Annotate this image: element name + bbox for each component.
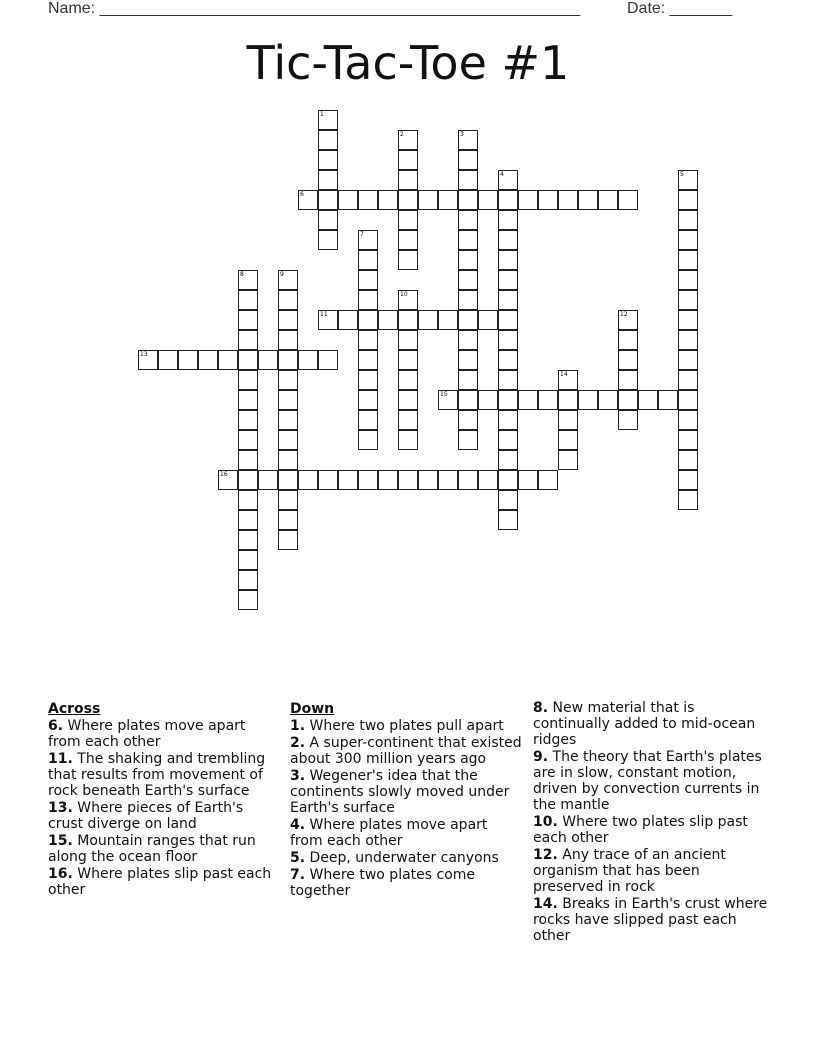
grid-cell[interactable] bbox=[458, 210, 478, 230]
grid-cell[interactable] bbox=[498, 190, 518, 210]
grid-cell[interactable] bbox=[578, 190, 598, 210]
grid-cell[interactable] bbox=[538, 390, 558, 410]
down-heading: Down bbox=[290, 701, 335, 717]
grid-cell[interactable] bbox=[238, 350, 258, 370]
clue-number: 16 bbox=[220, 471, 228, 478]
grid-cell[interactable] bbox=[278, 290, 298, 310]
clue-number: 4 bbox=[500, 171, 504, 178]
grid-cell[interactable] bbox=[358, 230, 378, 250]
grid-cell[interactable] bbox=[258, 470, 278, 490]
clue-text: The theory that Earth's plates are in slow, constant motion, driven by convection currents in the mantle bbox=[533, 749, 762, 813]
clue-item bbox=[48, 718, 276, 750]
grid-cell[interactable] bbox=[458, 370, 478, 390]
grid-cell[interactable] bbox=[498, 170, 518, 190]
clue-text: Where pieces of Earth's crust diverge on land bbox=[48, 800, 244, 832]
page-title: Tic-Tac-Toe #1 bbox=[246, 36, 570, 90]
grid-cell[interactable] bbox=[498, 430, 518, 450]
grid-cell[interactable] bbox=[498, 510, 518, 530]
clue-text: A super-continent that existed about 300 million years ago bbox=[290, 735, 522, 767]
grid-cell[interactable] bbox=[458, 150, 478, 170]
clue-text: Where plates move apart from each other bbox=[290, 817, 488, 849]
clue-number: 1. bbox=[290, 718, 306, 734]
grid-cell[interactable] bbox=[678, 490, 698, 510]
grid-cell[interactable] bbox=[618, 370, 638, 390]
grid-cell[interactable] bbox=[478, 310, 498, 330]
grid-cell[interactable] bbox=[318, 470, 338, 490]
grid-cell[interactable] bbox=[478, 190, 498, 210]
grid-cell[interactable] bbox=[498, 210, 518, 230]
grid-cell[interactable] bbox=[498, 370, 518, 390]
grid-cell[interactable] bbox=[458, 190, 478, 210]
grid-cell[interactable] bbox=[398, 250, 418, 270]
grid-cell[interactable] bbox=[518, 470, 538, 490]
grid-cell[interactable] bbox=[438, 310, 458, 330]
grid-cell[interactable] bbox=[278, 450, 298, 470]
grid-cell[interactable] bbox=[558, 390, 578, 410]
clue-text: New material that is continually added to mid-ocean ridges bbox=[533, 700, 756, 748]
clue-number: 8. bbox=[533, 700, 549, 716]
grid-cell[interactable] bbox=[298, 190, 318, 210]
grid-cell[interactable] bbox=[318, 170, 338, 190]
grid-cell[interactable] bbox=[278, 410, 298, 430]
grid-cell[interactable] bbox=[278, 350, 298, 370]
clue-number: 7. bbox=[290, 867, 306, 883]
grid-cell[interactable] bbox=[278, 470, 298, 490]
grid-cell[interactable] bbox=[678, 450, 698, 470]
clue-item bbox=[290, 718, 522, 734]
grid-cell[interactable] bbox=[458, 130, 478, 150]
clue-item bbox=[48, 800, 276, 832]
date-field-label: Date: _______ bbox=[627, 0, 732, 17]
grid-cell[interactable] bbox=[278, 490, 298, 510]
grid-cell[interactable] bbox=[278, 430, 298, 450]
clues-column-2 bbox=[290, 700, 522, 900]
grid-cell[interactable] bbox=[378, 310, 398, 330]
grid-cell[interactable] bbox=[638, 390, 658, 410]
grid-cell[interactable] bbox=[398, 370, 418, 390]
grid-cell[interactable] bbox=[398, 130, 418, 150]
grid-cell[interactable] bbox=[598, 190, 618, 210]
grid-cell[interactable] bbox=[318, 110, 338, 130]
grid-cell[interactable] bbox=[318, 150, 338, 170]
clue-number: 6. bbox=[48, 718, 64, 734]
grid-cell[interactable] bbox=[618, 190, 638, 210]
grid-cell[interactable] bbox=[358, 270, 378, 290]
clue-number: 15 bbox=[440, 391, 448, 398]
grid-cell[interactable] bbox=[458, 350, 478, 370]
grid-cell[interactable] bbox=[238, 590, 258, 610]
grid-cell[interactable] bbox=[678, 430, 698, 450]
grid-cell[interactable] bbox=[358, 330, 378, 350]
clue-number: 16. bbox=[48, 866, 73, 882]
grid-cell[interactable] bbox=[398, 150, 418, 170]
grid-cell[interactable] bbox=[398, 410, 418, 430]
grid-cell[interactable] bbox=[678, 230, 698, 250]
grid-cell[interactable] bbox=[318, 310, 338, 330]
grid-cell[interactable] bbox=[678, 190, 698, 210]
grid-cell[interactable] bbox=[398, 210, 418, 230]
grid-cell[interactable] bbox=[238, 490, 258, 510]
grid-cell[interactable] bbox=[398, 390, 418, 410]
clue-text: Deep, underwater canyons bbox=[305, 850, 499, 866]
grid-cell[interactable] bbox=[358, 310, 378, 330]
grid-cell[interactable] bbox=[278, 330, 298, 350]
grid-cell[interactable] bbox=[678, 390, 698, 410]
clue-number: 3 bbox=[460, 131, 464, 138]
grid-cell[interactable] bbox=[318, 350, 338, 370]
grid-cell[interactable] bbox=[358, 290, 378, 310]
grid-cell[interactable] bbox=[218, 470, 238, 490]
clue-text: Wegener's idea that the continents slowly moved under Earth's surface bbox=[290, 768, 510, 816]
grid-cell[interactable] bbox=[498, 490, 518, 510]
clue-text: Where plates slip past each other bbox=[48, 866, 272, 898]
grid-cell[interactable] bbox=[458, 330, 478, 350]
grid-cell[interactable] bbox=[398, 310, 418, 330]
clue-number: 3. bbox=[290, 768, 306, 784]
clue-number: 14. bbox=[533, 896, 558, 912]
grid-cell[interactable] bbox=[678, 370, 698, 390]
grid-cell[interactable] bbox=[398, 190, 418, 210]
clue-number: 2. bbox=[290, 735, 306, 751]
clue-item bbox=[290, 867, 522, 899]
grid-cell[interactable] bbox=[558, 370, 578, 390]
clue-item bbox=[290, 735, 522, 767]
clue-item bbox=[533, 749, 773, 813]
grid-cell[interactable] bbox=[498, 470, 518, 490]
grid-cell[interactable] bbox=[438, 390, 458, 410]
grid-cell[interactable] bbox=[618, 330, 638, 350]
clue-number: 9 bbox=[280, 271, 284, 278]
clue-item bbox=[48, 833, 276, 865]
grid-cell[interactable] bbox=[378, 190, 398, 210]
grid-cell[interactable] bbox=[238, 570, 258, 590]
grid-cell[interactable] bbox=[378, 470, 398, 490]
grid-cell[interactable] bbox=[238, 470, 258, 490]
grid-cell[interactable] bbox=[238, 390, 258, 410]
grid-cell[interactable] bbox=[158, 350, 178, 370]
grid-cell[interactable] bbox=[218, 350, 238, 370]
clue-number: 2 bbox=[400, 131, 404, 138]
grid-cell[interactable] bbox=[358, 370, 378, 390]
grid-cell[interactable] bbox=[298, 470, 318, 490]
clue-number: 15. bbox=[48, 833, 73, 849]
clue-item bbox=[48, 751, 276, 799]
grid-cell[interactable] bbox=[678, 410, 698, 430]
grid-cell[interactable] bbox=[278, 310, 298, 330]
grid-cell[interactable] bbox=[258, 350, 278, 370]
grid-cell[interactable] bbox=[238, 370, 258, 390]
grid-cell[interactable] bbox=[238, 290, 258, 310]
grid-cell[interactable] bbox=[618, 410, 638, 430]
grid-cell[interactable] bbox=[418, 310, 438, 330]
grid-cell[interactable] bbox=[678, 330, 698, 350]
grid-cell[interactable] bbox=[318, 190, 338, 210]
grid-cell[interactable] bbox=[398, 170, 418, 190]
grid-cell[interactable] bbox=[238, 410, 258, 430]
grid-cell[interactable] bbox=[618, 310, 638, 330]
grid-cell[interactable] bbox=[678, 210, 698, 230]
grid-cell[interactable] bbox=[138, 350, 158, 370]
grid-cell[interactable] bbox=[458, 410, 478, 430]
grid-cell[interactable] bbox=[498, 290, 518, 310]
clue-number: 10. bbox=[533, 814, 558, 830]
name-field-label: Name: ______________________________________________________ bbox=[48, 0, 581, 17]
clue-number: 5 bbox=[680, 171, 684, 178]
grid-cell[interactable] bbox=[478, 390, 498, 410]
grid-cell[interactable] bbox=[418, 470, 438, 490]
clue-number: 10 bbox=[400, 291, 408, 298]
grid-cell[interactable] bbox=[338, 310, 358, 330]
grid-cell[interactable] bbox=[458, 470, 478, 490]
grid-cell[interactable] bbox=[238, 330, 258, 350]
grid-cell[interactable] bbox=[678, 270, 698, 290]
grid-cell[interactable] bbox=[658, 390, 678, 410]
clue-number: 1 bbox=[320, 111, 324, 118]
grid-cell[interactable] bbox=[458, 290, 478, 310]
across-heading: Across bbox=[48, 701, 101, 717]
clue-text: Where two plates come together bbox=[290, 867, 476, 899]
grid-cell[interactable] bbox=[278, 370, 298, 390]
grid-cell[interactable] bbox=[278, 510, 298, 530]
clue-number: 14 bbox=[560, 371, 568, 378]
grid-cell[interactable] bbox=[518, 390, 538, 410]
clue-number: 12 bbox=[620, 311, 628, 318]
grid-cell[interactable] bbox=[498, 390, 518, 410]
grid-cell[interactable] bbox=[538, 190, 558, 210]
grid-cell[interactable] bbox=[498, 310, 518, 330]
clue-number: 6 bbox=[300, 191, 304, 198]
grid-cell[interactable] bbox=[678, 250, 698, 270]
grid-cell[interactable] bbox=[318, 130, 338, 150]
grid-cell[interactable] bbox=[418, 190, 438, 210]
grid-cell[interactable] bbox=[558, 190, 578, 210]
grid-cell[interactable] bbox=[498, 450, 518, 470]
grid-cell[interactable] bbox=[578, 390, 598, 410]
clue-item bbox=[533, 700, 773, 748]
grid-cell[interactable] bbox=[518, 190, 538, 210]
grid-cell[interactable] bbox=[358, 190, 378, 210]
clue-number: 13. bbox=[48, 800, 73, 816]
clue-text: The shaking and trembling that results from movement of rock beneath Earth's surface bbox=[48, 751, 266, 799]
grid-cell[interactable] bbox=[618, 350, 638, 370]
grid-cell[interactable] bbox=[398, 330, 418, 350]
clue-text: Where plates move apart from each other bbox=[48, 718, 246, 750]
grid-cell[interactable] bbox=[558, 410, 578, 430]
clue-item bbox=[533, 847, 773, 895]
clue-item bbox=[290, 768, 522, 816]
grid-cell[interactable] bbox=[358, 390, 378, 410]
clues-column-3 bbox=[533, 700, 773, 945]
grid-cell[interactable] bbox=[678, 310, 698, 330]
grid-cell[interactable] bbox=[298, 350, 318, 370]
grid-cell[interactable] bbox=[498, 410, 518, 430]
grid-cell[interactable] bbox=[358, 350, 378, 370]
clue-number: 13 bbox=[140, 351, 148, 358]
clue-number: 8 bbox=[240, 271, 244, 278]
clue-number: 11. bbox=[48, 751, 73, 767]
clue-text: Breaks in Earth's crust where rocks have slipped past each other bbox=[533, 896, 768, 944]
grid-cell[interactable] bbox=[498, 330, 518, 350]
grid-cell[interactable] bbox=[358, 470, 378, 490]
clue-number: 9. bbox=[533, 749, 549, 765]
grid-cell[interactable] bbox=[278, 270, 298, 290]
clue-item bbox=[290, 817, 522, 849]
clue-number: 4. bbox=[290, 817, 306, 833]
grid-cell[interactable] bbox=[238, 550, 258, 570]
grid-cell[interactable] bbox=[238, 530, 258, 550]
grid-cell[interactable] bbox=[678, 470, 698, 490]
grid-cell[interactable] bbox=[178, 350, 198, 370]
grid-cell[interactable] bbox=[238, 450, 258, 470]
grid-cell[interactable] bbox=[498, 230, 518, 250]
clue-text: Any trace of an ancient organism that has been preserved in rock bbox=[533, 847, 726, 895]
grid-cell[interactable] bbox=[358, 410, 378, 430]
clue-item bbox=[48, 866, 276, 898]
grid-cell[interactable] bbox=[398, 290, 418, 310]
grid-cell[interactable] bbox=[238, 310, 258, 330]
grid-cell[interactable] bbox=[398, 230, 418, 250]
grid-cell[interactable] bbox=[238, 430, 258, 450]
clue-number: 5. bbox=[290, 850, 306, 866]
grid-cell[interactable] bbox=[618, 390, 638, 410]
grid-cell[interactable] bbox=[558, 430, 578, 450]
clues-column-1 bbox=[48, 700, 276, 899]
grid-cell[interactable] bbox=[238, 270, 258, 290]
grid-cell[interactable] bbox=[398, 430, 418, 450]
clue-text: Where two plates slip past each other bbox=[533, 814, 748, 846]
grid-cell[interactable] bbox=[678, 290, 698, 310]
clue-item bbox=[533, 896, 773, 944]
grid-cell[interactable] bbox=[238, 510, 258, 530]
grid-cell[interactable] bbox=[358, 250, 378, 270]
grid-cell[interactable] bbox=[498, 270, 518, 290]
grid-cell[interactable] bbox=[478, 470, 498, 490]
grid-cell[interactable] bbox=[498, 250, 518, 270]
grid-cell[interactable] bbox=[498, 350, 518, 370]
grid-cell[interactable] bbox=[458, 230, 478, 250]
clue-text: Where two plates pull apart bbox=[305, 718, 504, 734]
clue-number: 7 bbox=[360, 231, 364, 238]
grid-cell[interactable] bbox=[458, 390, 478, 410]
grid-cell[interactable] bbox=[358, 430, 378, 450]
grid-cell[interactable] bbox=[198, 350, 218, 370]
grid-cell[interactable] bbox=[678, 170, 698, 190]
grid-cell[interactable] bbox=[558, 450, 578, 470]
clue-number: 11 bbox=[320, 311, 328, 318]
grid-cell[interactable] bbox=[678, 350, 698, 370]
clue-number: 12. bbox=[533, 847, 558, 863]
grid-cell[interactable] bbox=[338, 470, 358, 490]
grid-cell[interactable] bbox=[598, 390, 618, 410]
grid-cell[interactable] bbox=[458, 430, 478, 450]
grid-cell[interactable] bbox=[318, 230, 338, 250]
grid-cell[interactable] bbox=[458, 170, 478, 190]
grid-cell[interactable] bbox=[398, 350, 418, 370]
grid-cell[interactable] bbox=[458, 250, 478, 270]
grid-cell[interactable] bbox=[278, 390, 298, 410]
grid-cell[interactable] bbox=[538, 470, 558, 490]
grid-cell[interactable] bbox=[438, 470, 458, 490]
grid-cell[interactable] bbox=[398, 470, 418, 490]
grid-cell[interactable] bbox=[318, 210, 338, 230]
clue-item bbox=[290, 850, 522, 866]
grid-cell[interactable] bbox=[438, 190, 458, 210]
grid-cell[interactable] bbox=[458, 270, 478, 290]
grid-cell[interactable] bbox=[338, 190, 358, 210]
clue-item bbox=[533, 814, 773, 846]
grid-cell[interactable] bbox=[278, 530, 298, 550]
clue-text: Mountain ranges that run along the ocean floor bbox=[48, 833, 256, 865]
grid-cell[interactable] bbox=[458, 310, 478, 330]
